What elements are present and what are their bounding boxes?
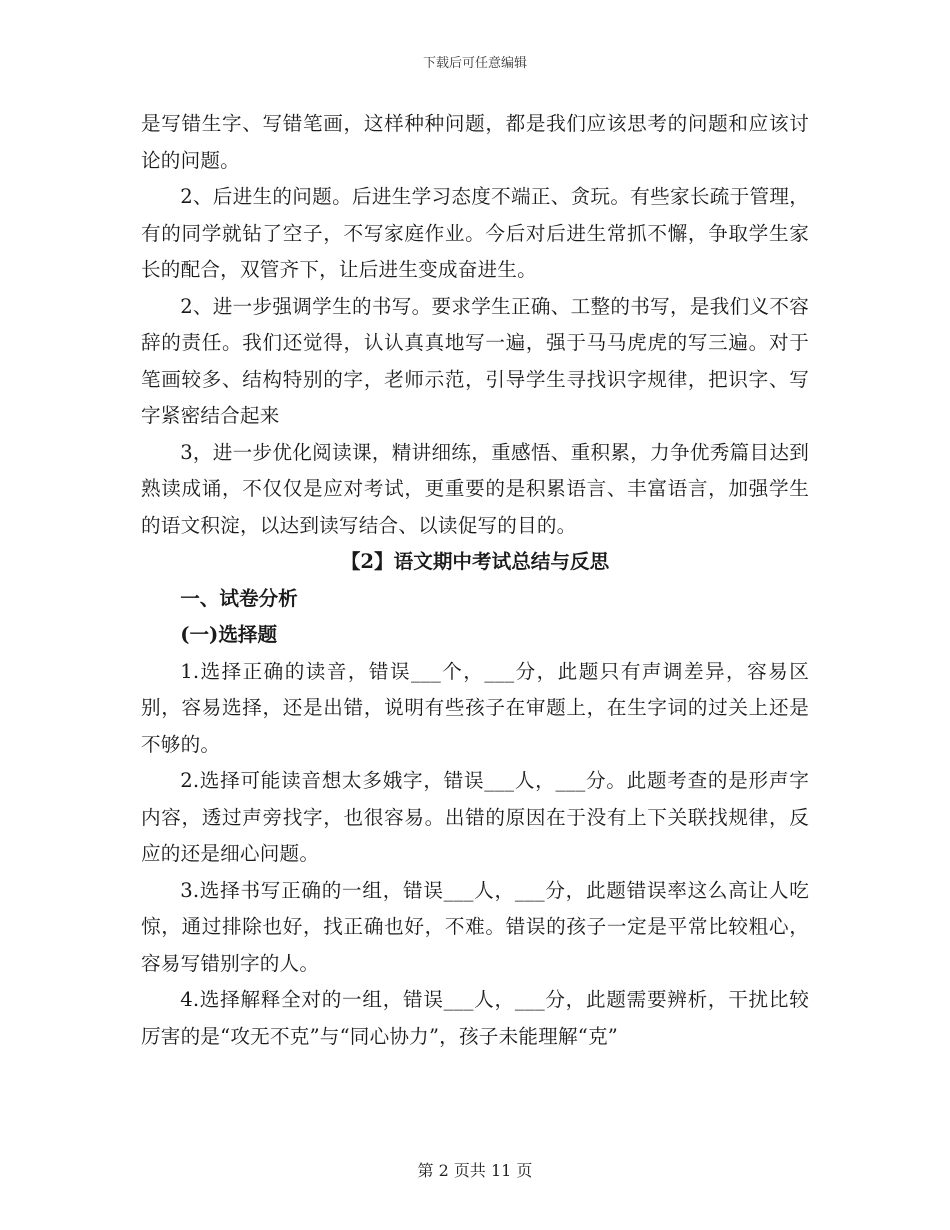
document-body bbox=[141, 106, 809, 1055]
list-item: 4.选择解释全对的一组，错误___人，___分，此题需要辨析，干扰比较厉害的是“攻无不克”与“同心协力”，孩子未能理解“克” bbox=[141, 988, 809, 1048]
page-footer: 第 2 页共 11 页 bbox=[417, 1161, 533, 1180]
paragraph: 2、进一步强调学生的书写。要求学生正确、工整的书写，是我们义不容辞的责任。我们还觉得，认认真真地写一遍，强于马马虎虎的写三遍。对于笔画较多、结构特别的字，老师示范，引导学生寻找识字规律，把识字、写字紧密结合起来 bbox=[141, 294, 809, 427]
heading-multiple-choice: (一)选择题 bbox=[180, 623, 278, 646]
page-header: 下载后可任意编辑 bbox=[422, 56, 527, 71]
paragraph: 是写错生字、写错笔画，这样种种问题，都是我们应该思考的问题和应该讨论的问题。 bbox=[141, 112, 809, 172]
heading-test-analysis: 一、试卷分析 bbox=[180, 586, 298, 610]
section-title: 【2】语文期中考试总结与反思 bbox=[340, 550, 610, 573]
list-item: 2.选择可能读音想太多娥字，错误___人，___分。此题考查的是形声字内容，透过声旁找字，也很容易。出错的原因在于没有上下关联找规律，反应的还是细心问题。 bbox=[141, 769, 809, 865]
list-item: 1.选择正确的读音，错误___个，___分，此题只有声调差异，容易区别，容易选择，还是出错，说明有些孩子在审题上，在生字词的过关上还是不够的。 bbox=[141, 659, 809, 756]
paragraph: 3，进一步优化阅读课，精讲细练，重感悟、重积累，力争优秀篇目达到熟读成诵，不仅仅是应对考试，更重要的是积累语言、丰富语言，加强学生的语文积淀，以达到读写结合、以读促写的目的。 bbox=[141, 440, 809, 537]
list-item: 3.选择书写正确的一组，错误___人，___分，此题错误率这么高让人吃惊，通过排除也好，找正确也好，不难。错误的孩子一定是平常比较粗心，容易写错别字的人。 bbox=[141, 878, 809, 975]
paragraph: 2、后进生的问题。后进生学习态度不端正、贪玩。有些家长疏于管理，有的同学就钻了空子，不写家庭作业。今后对后进生常抓不懈，争取学生家长的配合，双管齐下，让后进生变成奋进生。 bbox=[141, 185, 809, 281]
